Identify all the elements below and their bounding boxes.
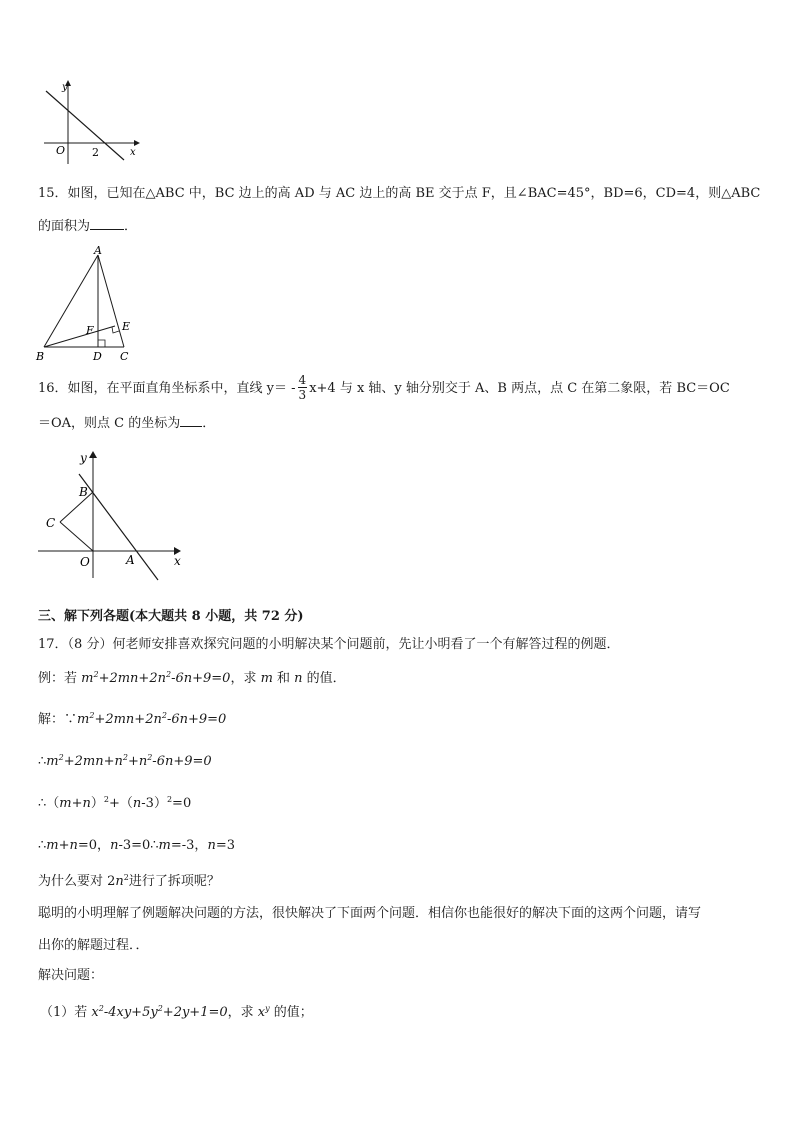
part1-expression: $x^y$: [257, 1004, 270, 1020]
answer-blank-16[interactable]: [180, 426, 202, 427]
q16-line1: [38, 372, 730, 406]
label-e: E: [122, 320, 131, 333]
example-tail-b: 的值．: [302, 671, 346, 686]
segment-co: [60, 522, 93, 551]
label-c: C: [46, 516, 56, 530]
solution-step-2: $\therefore m^2+2mn+n^2+n^2-6n+9=0$: [38, 753, 212, 769]
why-pre: 为什么要对 2: [38, 874, 116, 889]
answer-blank-15[interactable]: [90, 229, 124, 230]
section-3-heading: 三、解下列各题(本大题共 8 小题，共 72 分): [38, 609, 304, 624]
y-axis-arrow: [89, 451, 97, 458]
label-b: B: [36, 350, 45, 363]
q17-why: 为什么要对 $2n^2$进行了拆项呢？: [38, 873, 220, 889]
label-d: D: [93, 350, 102, 363]
part1-post: 的值；: [269, 1005, 313, 1020]
label-a: A: [126, 553, 135, 567]
solution-step-3: $\therefore(m+n)^2+(n-3)^2=0$: [38, 795, 192, 811]
q17-intro: 17．（8 分）何老师安排喜欢探究问题的小明解决某个问题前，先让小明看了一个有解答过程的例题．: [38, 637, 620, 652]
part1-pre: （1）若: [40, 1005, 92, 1020]
label-a: A: [94, 244, 102, 257]
label-x: x: [174, 554, 181, 568]
label-b: B: [79, 485, 88, 499]
example-prefix: 例：若: [38, 671, 82, 686]
q16-line2-end: ．: [202, 416, 216, 431]
q15-line2: [38, 218, 137, 236]
segment-bc: [60, 492, 93, 522]
x-label: x: [130, 147, 136, 158]
origin-label: O: [56, 144, 66, 157]
q16-pre: 16．如图，在平面直角坐标系中，直线 y＝ -: [38, 381, 296, 396]
right-angle-d: [98, 340, 105, 347]
right-angle-e: [112, 327, 119, 333]
fraction-numerator: 4: [298, 373, 307, 387]
q15-line2-text: 的面积为: [38, 219, 91, 234]
q17-para1: 聪明的小明理解了例题解决问题的方法，很快解决了下面两个问题．相信你也能很好的解决下面的这两个问题，请写: [38, 906, 702, 921]
var-n: n: [294, 671, 303, 686]
x-axis-arrow: [134, 140, 140, 146]
why-var: n: [115, 874, 124, 889]
label-y: y: [80, 451, 87, 465]
tick-label: 2: [92, 146, 99, 159]
q16-line2: [38, 415, 215, 433]
part1-mid: ，求: [227, 1005, 258, 1020]
fraction-four-thirds: [298, 373, 308, 402]
figure-triangle-abc: [34, 244, 144, 366]
var-m: m: [260, 671, 273, 686]
fraction-denominator: 3: [298, 388, 307, 402]
q17-example: [38, 670, 346, 688]
label-o: O: [80, 555, 90, 569]
solution-label: 解：∵: [38, 712, 78, 727]
y-label: y: [62, 82, 68, 93]
q15-line1: 15．如图，已知在△ABC 中，BC 边上的高 AD 与 AC 边上的高 BE 交于点 F，且∠BAC=45°，BD=6，CD=4，则△ABC: [38, 186, 761, 201]
q16-line2-text: ＝OA，则点 C 的坐标为: [38, 416, 181, 431]
example-and: 和: [272, 671, 295, 686]
figure-top-graph: [38, 78, 142, 166]
label-c: C: [120, 350, 129, 363]
solution-step-4: ∴m+n=0，n-3=0∴m=-3，n=3: [38, 838, 235, 853]
example-tail-a: ，求: [230, 671, 261, 686]
label-f: F: [86, 324, 94, 337]
figure-coordinate-system: [34, 446, 190, 588]
part1-equation: $x^2-4xy+5y^2+2y+1=0$: [91, 1004, 228, 1020]
q15-line2-end: ．: [124, 219, 138, 234]
q17-para2: 出你的解题过程．．: [38, 938, 149, 953]
q16-post: x+4 与 x 轴、y 轴分别交于 A、B 两点，点 C 在第二象限，若 BC＝OC: [309, 381, 730, 396]
side-ac: [98, 255, 124, 347]
why-post: 进行了拆项呢？: [128, 874, 220, 889]
q17-solve-label: 解决问题：: [38, 968, 104, 983]
example-equation: $m^2+2mn+2n^2-6n+9=0$: [81, 670, 231, 686]
q17-part1: [40, 1004, 313, 1022]
line-ab: [79, 474, 158, 580]
solution-step-1: 解：$\because m^2+2mn+2n^2-6n+9=0$: [38, 711, 227, 727]
